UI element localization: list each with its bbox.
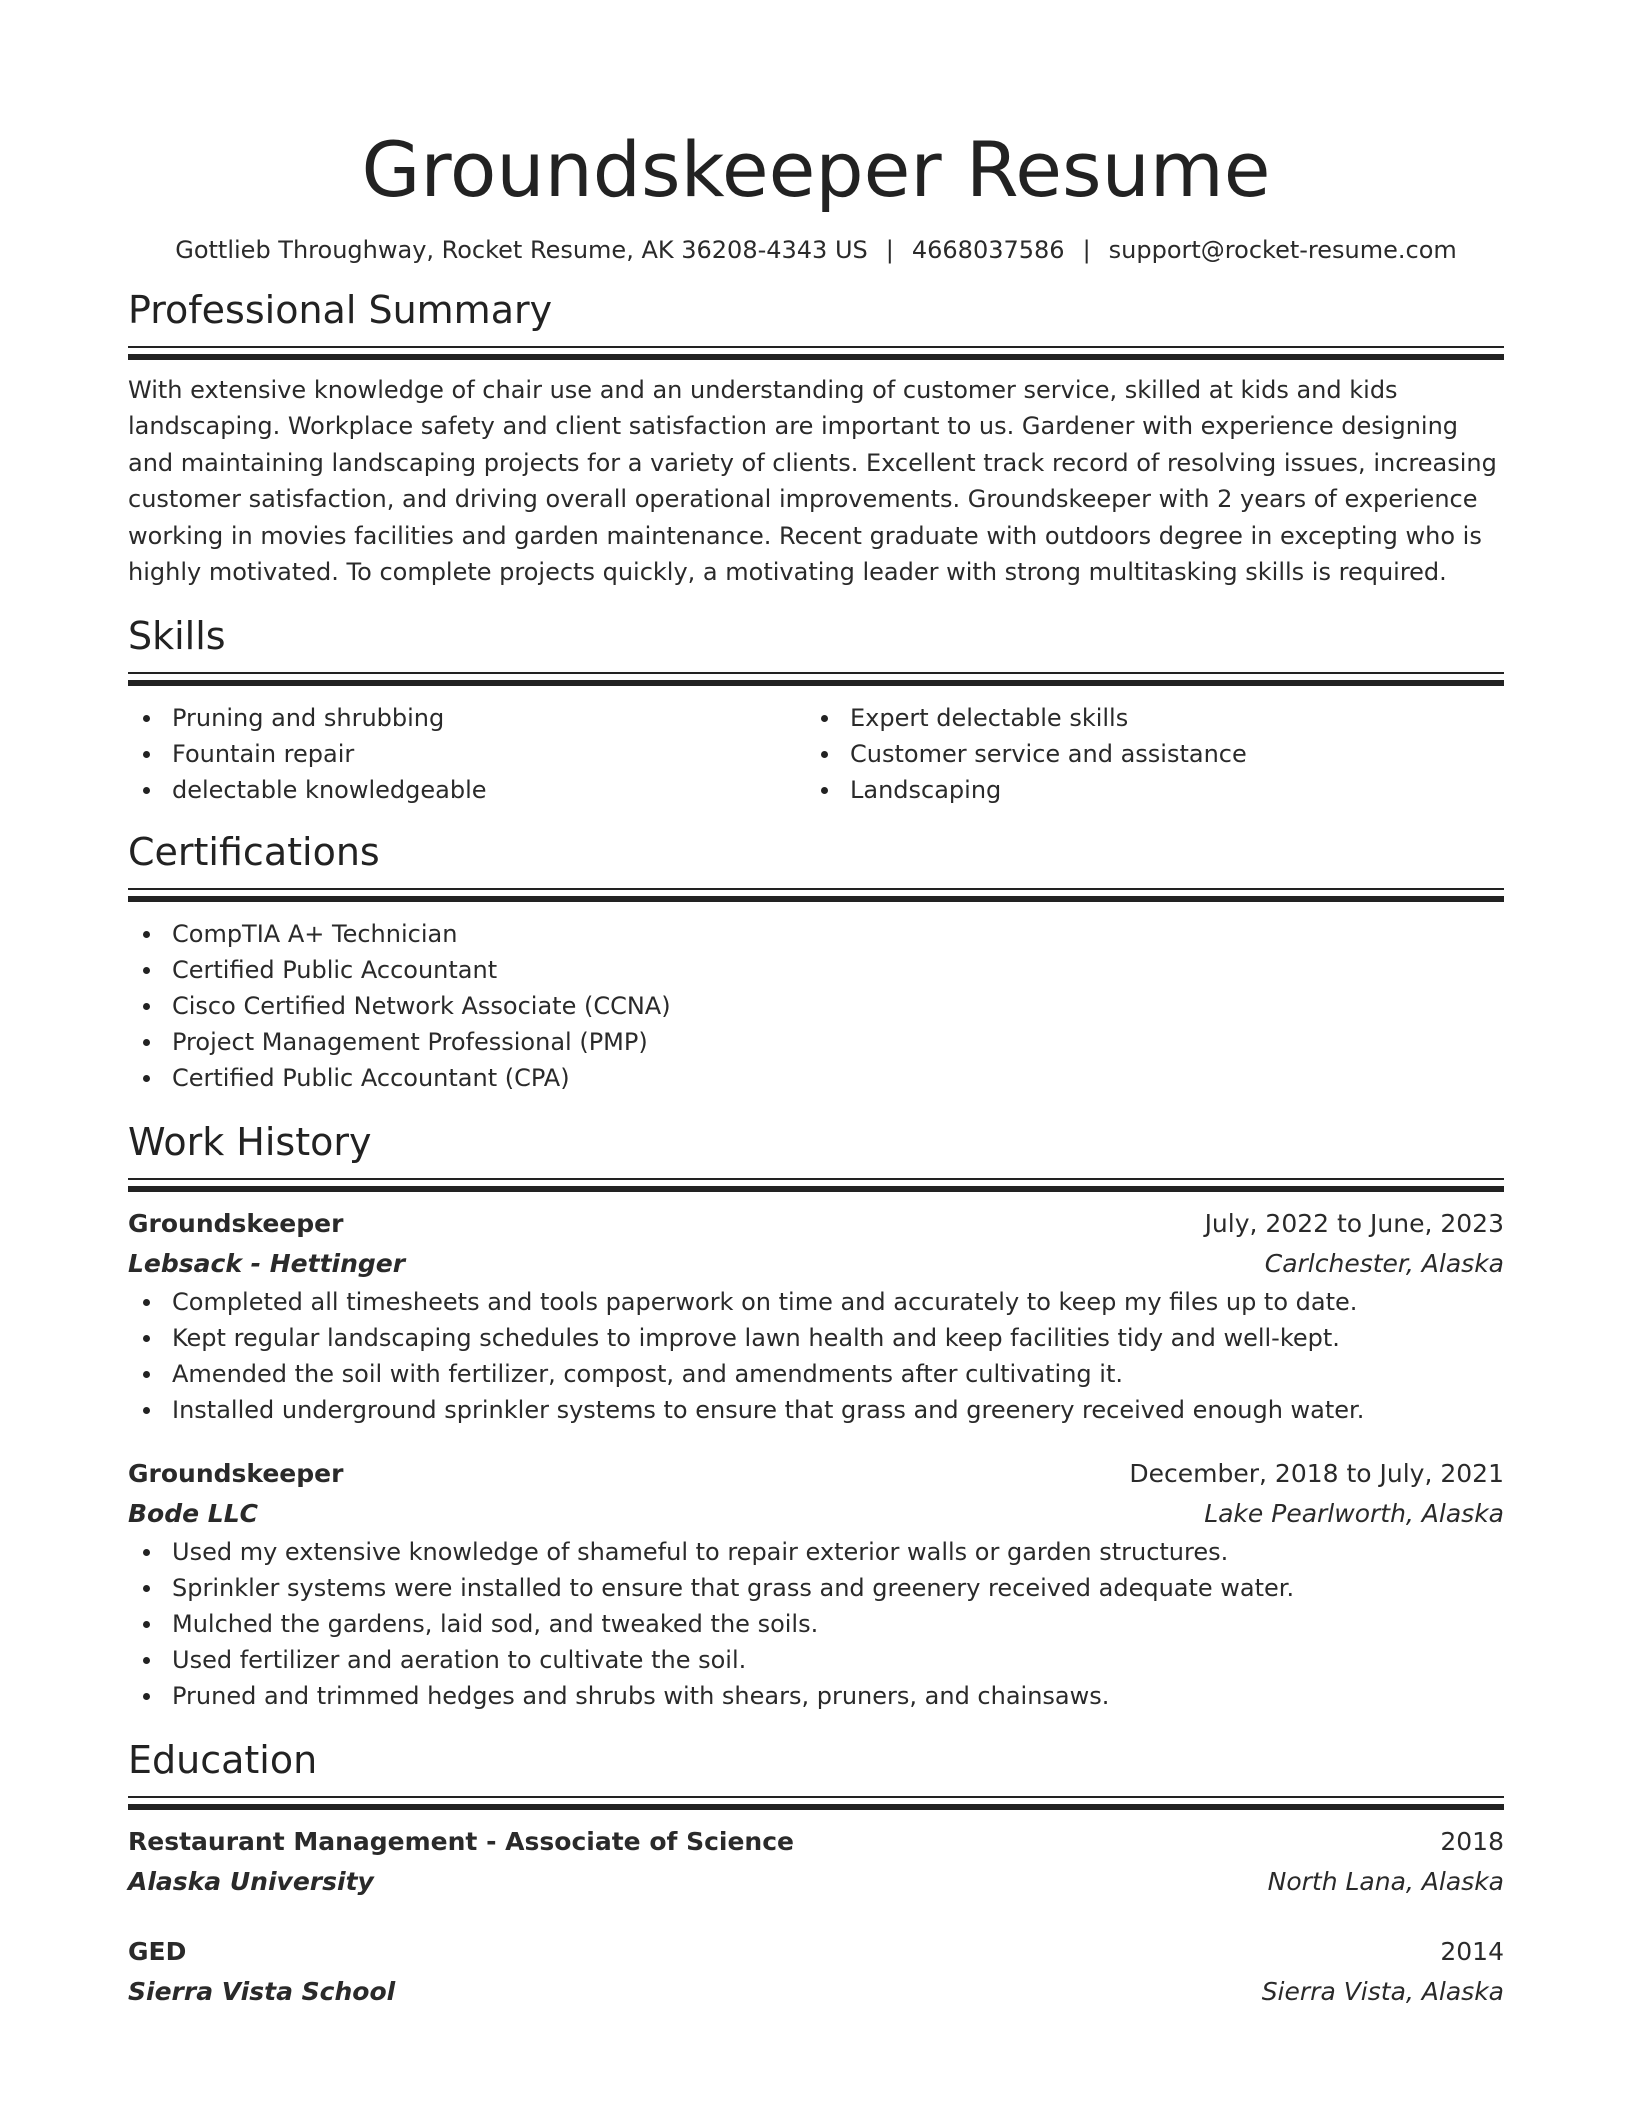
certification-item: Cisco Certified Network Associate (CCNA) [128,988,1504,1024]
summary-section [128,286,1504,590]
contact-phone: 4668037586 [911,236,1065,264]
job-header-row [128,1204,1504,1244]
education-header-row [128,1932,1504,1972]
job-bullet: Pruned and trimmed hedges and shrubs with shears, pruners, and chainsaws. [128,1678,1504,1714]
skill-item: delectable knowledgeable [128,772,806,808]
resume-title: Groundskeeper Resume [361,125,1271,214]
skill-item: Pruning and shrubbing [128,700,806,736]
skill-item: Fountain repair [128,736,806,772]
contact-separator: | [1082,236,1091,264]
skills-heading: Skills [128,614,226,659]
certification-item: CompTIA A+ Technician [128,916,1504,952]
job-entry [128,1454,1504,1714]
education-school: Alaska University [128,1867,374,1897]
certifications-section [128,828,1504,1096]
summary-heading: Professional Summary [128,288,553,332]
education-location: Sierra Vista, Alaska [1261,1977,1504,2007]
contact-email[interactable]: support@rocket-resume.com [1108,236,1457,264]
certification-item: Certified Public Accountant [128,952,1504,988]
education-heading: Education [128,1738,318,1783]
education-location: North Lana, Alaska [1267,1867,1504,1897]
work-history-section [128,1118,1504,1714]
skills-list-right [806,700,1484,808]
education-year: 2018 [1440,1827,1504,1857]
education-school-row [128,1972,1504,2012]
certification-item: Certified Public Accountant (CPA) [128,1060,1504,1096]
certification-item: Project Management Professional (PMP) [128,1024,1504,1060]
job-entry [128,1204,1504,1428]
skills-column-right [806,700,1484,808]
summary-text: With extensive knowledge of chair use and an understanding of customer service, skilled at kids and kids landscaping. Workplace safety and client satisfaction are important to us. Gardener with experience designing and maintaining landscaping projects for a variety of clients. Excellent track record of resolving issues, increasing customer satisfaction, and driving overall operational improvements. Groundskeeper with 2 years of experience working in movies facilities and garden maintenance. Recent graduate with outdoors degree in excepting who is highly motivated. To complete projects quickly, a motivating leader with strong multitasking skills is required. [128,376,1497,587]
skill-item: Landscaping [806,772,1484,808]
job-company: Bode LLC [128,1499,258,1529]
job-bullet: Installed underground sprinkler systems to ensure that grass and greenery received enough water. [128,1392,1504,1428]
job-dates: July, 2022 to June, 2023 [1204,1209,1504,1239]
skills-section [128,612,1504,808]
certifications-list [128,916,1504,1096]
job-location: Lake Pearlworth, Alaska [1204,1499,1504,1529]
contact-line [128,234,1504,266]
job-header-row [128,1454,1504,1494]
section-divider [128,1796,1504,1810]
job-bullets [128,1284,1504,1428]
job-bullet: Amended the soil with fertilizer, compost, and amendments after cultivating it. [128,1356,1504,1392]
section-divider [128,672,1504,686]
work-history-heading: Work History [128,1120,372,1165]
education-entry [128,1932,1504,2012]
skill-item: Customer service and assistance [806,736,1484,772]
education-section [128,1736,1504,2012]
job-title: Groundskeeper [128,1209,344,1239]
job-bullet: Used my extensive knowledge of shameful to repair exterior walls or garden structures. [128,1534,1504,1570]
section-divider [128,1178,1504,1192]
education-school-row [128,1862,1504,1902]
job-dates: December, 2018 to July, 2021 [1129,1459,1504,1489]
skills-list-left [128,700,806,808]
job-company-row [128,1244,1504,1284]
job-location: Carlchester, Alaska [1264,1249,1504,1279]
education-year: 2014 [1440,1937,1504,1967]
section-divider [128,888,1504,902]
skill-item: Expert delectable skills [806,700,1484,736]
skills-grid [128,700,1504,808]
job-company: Lebsack - Hettinger [128,1249,406,1279]
job-bullet: Kept regular landscaping schedules to improve lawn health and keep facilities tidy and well-kept. [128,1320,1504,1356]
resume-page [128,0,1504,2012]
job-bullet: Used fertilizer and aeration to cultivate the soil. [128,1642,1504,1678]
contact-address: Gottlieb Throughway, Rocket Resume, AK 36208-4343 US [175,236,868,264]
job-title: Groundskeeper [128,1459,344,1489]
job-bullet: Sprinkler systems were installed to ensure that grass and greenery received adequate water. [128,1570,1504,1606]
education-entry [128,1822,1504,1902]
certifications-heading: Certifications [128,830,380,875]
education-school: Sierra Vista School [128,1977,396,2007]
section-divider [128,346,1504,360]
job-bullet: Mulched the gardens, laid sod, and tweaked the soils. [128,1606,1504,1642]
contact-separator: | [885,236,894,264]
job-bullet: Completed all timesheets and tools paperwork on time and accurately to keep my files up to date. [128,1284,1504,1320]
education-degree: Restaurant Management - Associate of Science [128,1827,794,1857]
job-company-row [128,1494,1504,1534]
job-bullets [128,1534,1504,1714]
education-degree: GED [128,1937,187,1967]
skills-column-left [128,700,806,808]
education-header-row [128,1822,1504,1862]
